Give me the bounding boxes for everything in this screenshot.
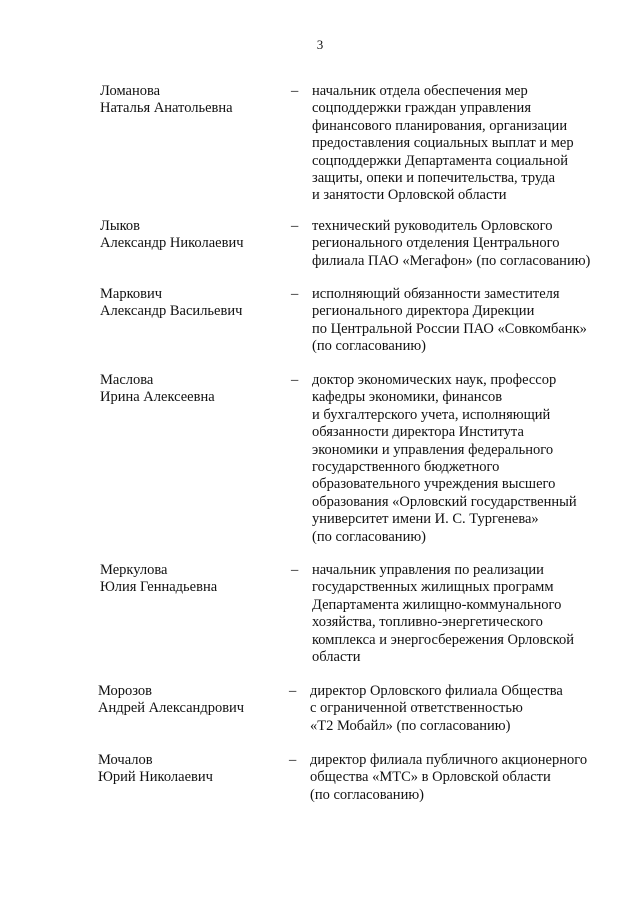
position-line: (по согласованию) (312, 528, 426, 545)
position-line: образования «Орловский государственный (312, 493, 577, 510)
member-given-names: Александр Николаевич (100, 235, 244, 252)
member-given-names: Юлия Геннадьевна (100, 579, 218, 596)
member-surname: Ломанова (100, 83, 161, 99)
position-line: начальник управления по реализации (312, 562, 544, 578)
position-line: начальник отдела обеспечения мер (312, 83, 528, 99)
member-surname: Маслова (100, 372, 154, 388)
dash-separator: – (291, 218, 299, 234)
position-line: комплекса и энергосбережения Орловской (312, 631, 575, 648)
position-line: общества «МТС» в Орловской области (310, 769, 551, 786)
position-line: области (312, 649, 361, 666)
position-line: соцподдержки граждан управления (312, 100, 531, 117)
position-line: государственного бюджетного (312, 459, 500, 476)
member-name (98, 683, 283, 718)
member-position (310, 683, 630, 735)
position-line: экономики и управления федерального (312, 441, 554, 458)
member-name (100, 372, 285, 407)
member-position (312, 286, 632, 356)
position-line: и бухгалтерского учета, исполняющий (312, 406, 551, 423)
member-name (100, 83, 285, 118)
member-given-names: Ирина Алексеевна (100, 389, 215, 406)
position-line: с ограниченной ответственностью (310, 700, 523, 717)
position-line: регионального отделения Центрального (312, 235, 560, 252)
position-line: государственных жилищных программ (312, 579, 554, 596)
member-name (98, 752, 283, 787)
member-position (310, 752, 630, 804)
position-line: филиала ПАО «Мегафон» (по согласованию) (312, 252, 591, 269)
member-surname: Лыков (100, 218, 140, 234)
member-given-names: Александр Васильевич (100, 303, 243, 320)
dash-separator: – (291, 562, 299, 578)
position-line: университет имени И. С. Тургенева» (312, 511, 539, 528)
position-line: «Т2 Мобайл» (по согласованию) (310, 717, 511, 734)
member-surname: Морозов (98, 683, 153, 699)
member-surname: Мочалов (98, 752, 153, 768)
member-position (312, 562, 632, 666)
member-given-names: Андрей Александрович (98, 700, 245, 717)
page-number: 3 (316, 37, 324, 52)
member-position (312, 83, 632, 205)
dash-separator: – (291, 286, 299, 302)
position-line: технический руководитель Орловского (312, 218, 553, 234)
member-given-names: Наталья Анатольевна (100, 100, 233, 117)
position-line: исполняющий обязанности заместителя (312, 286, 560, 302)
dash-separator: – (291, 372, 299, 388)
member-name (100, 562, 285, 597)
member-given-names: Юрий Николаевич (98, 769, 213, 786)
member-surname: Меркулова (100, 562, 168, 578)
position-line: по Центральной России ПАО «Совкомбанк» (312, 320, 587, 337)
position-line: образовательного учреждения высшего (312, 476, 556, 493)
position-line: обязанности директора Института (312, 424, 524, 441)
position-line: регионального директора Дирекции (312, 303, 535, 320)
position-line: Департамента жилищно-коммунального (312, 596, 562, 613)
position-line: и занятости Орловской области (312, 187, 507, 204)
dash-separator: – (291, 83, 299, 99)
position-line: предоставления социальных выплат и мер (312, 135, 574, 152)
position-line: хозяйства, топливно-энергетического (312, 614, 543, 631)
position-line: доктор экономических наук, профессор (312, 372, 557, 388)
position-line: (по согласованию) (312, 338, 426, 355)
member-name (100, 286, 285, 321)
position-line: (по согласованию) (310, 786, 424, 803)
member-name (100, 218, 285, 253)
position-line: финансового планирования, организации (312, 117, 568, 134)
member-position (312, 372, 632, 546)
dash-separator: – (289, 683, 297, 699)
dash-separator: – (289, 752, 297, 768)
position-line: директор филиала публичного акционерного (310, 752, 588, 768)
position-line: защиты, опеки и попечительства, труда (312, 170, 556, 187)
position-line: директор Орловского филиала Общества (310, 683, 563, 699)
member-position (312, 218, 632, 270)
member-surname: Маркович (100, 286, 163, 302)
position-line: кафедры экономики, финансов (312, 389, 503, 406)
position-line: соцподдержки Департамента социальной (312, 152, 568, 169)
